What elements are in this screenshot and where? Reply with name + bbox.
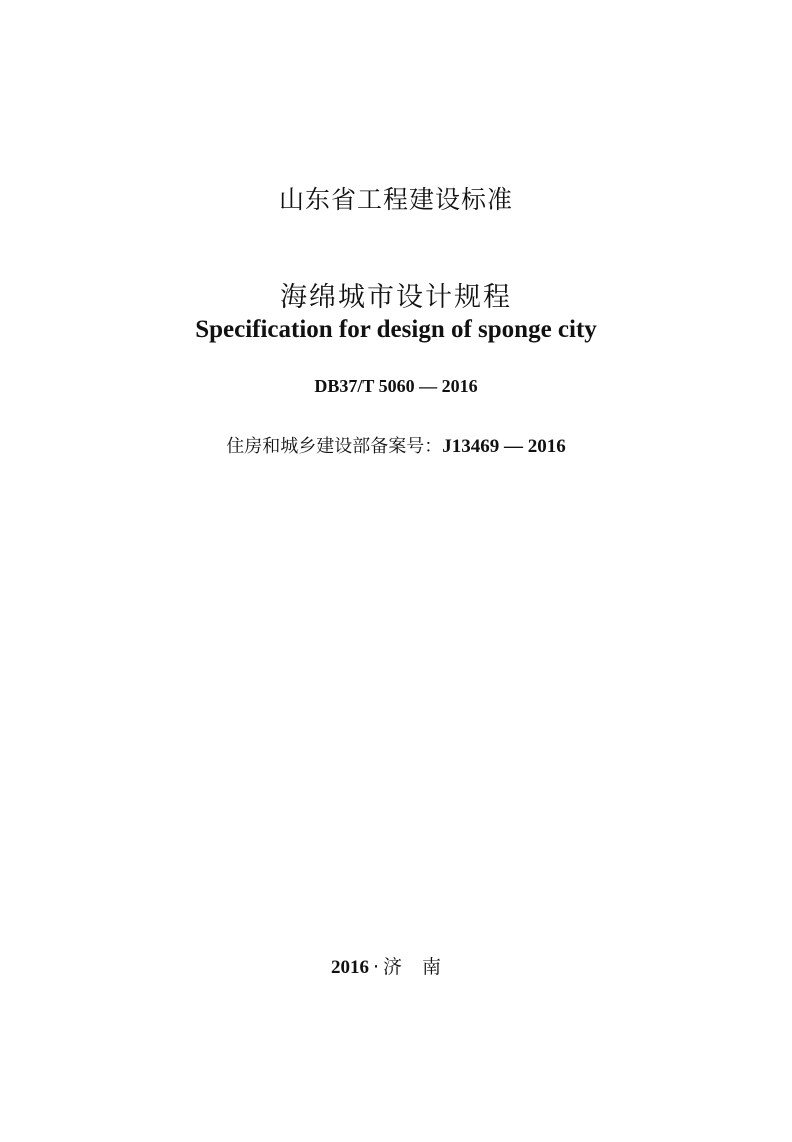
publication-year: 2016	[330, 957, 369, 978]
document-title-english: Specification for design of sponge city	[195, 316, 597, 343]
record-number-label: 住房和城乡建设部备案号：	[226, 436, 443, 457]
standard-code: DB37/T 5060 — 2016	[314, 376, 478, 396]
publication-city: 济南	[383, 956, 462, 978]
document-title-chinese: 海绵城市设计规程	[280, 282, 512, 313]
publication-place-year	[0, 952, 792, 979]
standard-series-heading: 山东省工程建设标准	[278, 185, 513, 214]
separator-dot: ·	[372, 956, 380, 978]
record-number-line	[0, 432, 792, 458]
record-number-value: J13469 — 2016	[442, 436, 566, 457]
